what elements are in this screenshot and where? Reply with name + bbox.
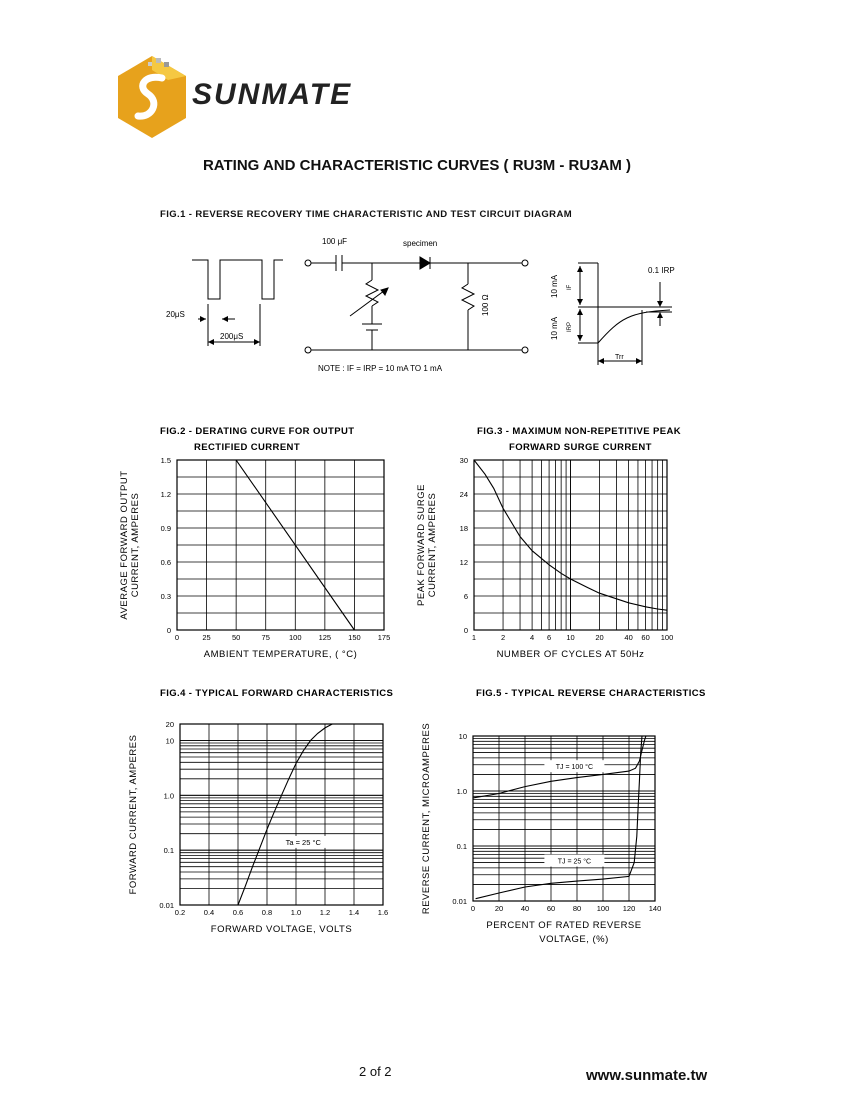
- x-tick-label: 20: [595, 633, 604, 642]
- x-tick-label: 40: [624, 633, 633, 642]
- x-tick-label: 0: [470, 904, 476, 913]
- x-tick-label: 125: [318, 633, 332, 642]
- x-tick-label: 80: [572, 904, 582, 913]
- x-tick-label: 1.4: [348, 908, 360, 917]
- x-tick-label: 0: [174, 633, 180, 642]
- y-tick-label: 0.1: [456, 842, 467, 851]
- y-tick-label: 0.01: [452, 897, 467, 906]
- y-axis-label: FORWARD CURRENT, AMPERES: [128, 734, 139, 895]
- brand-wordmark: SUNMATE: [192, 78, 353, 111]
- series-legend-label: TJ = 25 °C: [557, 858, 592, 866]
- fig1-resistor-label: 100 Ω: [481, 294, 490, 316]
- x-tick-label: 140: [648, 904, 662, 913]
- fig1-circuit-diagram: [150, 228, 690, 388]
- chart-subtitle: RECTIFIED CURRENT: [194, 442, 301, 453]
- x-axis-label: FORWARD VOLTAGE, VOLTS: [210, 924, 353, 935]
- fig1-pulse-width: 20μS: [166, 310, 185, 319]
- fig1-caption: FIG.1 - REVERSE RECOVERY TIME CHARACTERISTIC AND TEST CIRCUIT DIAGRAM: [160, 209, 573, 220]
- x-tick-label: 0.4: [203, 908, 215, 917]
- y-tick-label: 1.2: [160, 490, 171, 499]
- y-tick-label: 0.3: [160, 592, 171, 601]
- fig1-if-value: 10 mA: [550, 274, 559, 298]
- x-tick-label: 0.6: [232, 908, 244, 917]
- plot-frame: [180, 724, 383, 905]
- x-tick-label: 40: [520, 904, 530, 913]
- x-tick-label: 0.2: [174, 908, 186, 917]
- x-tick-label: 50: [231, 633, 241, 642]
- y-axis-label: REVERSE CURRENT, MICROAMPERES: [421, 722, 432, 915]
- x-tick-label: 60: [641, 633, 650, 642]
- x-tick-label: 75: [261, 633, 270, 642]
- chart-title: FIG.3 - MAXIMUM NON-REPETITIVE PEAK: [477, 426, 682, 437]
- brand-logo-mark: [112, 56, 190, 138]
- fig1-irp-fraction: 0.1 IRP: [648, 266, 675, 275]
- x-tick-label: 10: [566, 633, 575, 642]
- chart-annotation: Ta = 25 °C: [285, 837, 321, 847]
- x-tick-label: 120: [622, 904, 636, 913]
- y-tick-label: 0.9: [160, 524, 171, 533]
- fig1-if-symbol: IF: [567, 284, 573, 290]
- y-tick-label: 24: [459, 490, 468, 499]
- y-axis-label-line2: CURRENT, AMPERES: [130, 492, 141, 598]
- fig5-reverse-chart: [421, 684, 725, 964]
- x-tick-label: 60: [546, 904, 556, 913]
- x-tick-label: 100: [289, 633, 302, 642]
- x-tick-label: 1.0: [290, 908, 302, 917]
- x-tick-label: 2: [500, 633, 506, 642]
- x-tick-label: 4: [530, 633, 535, 642]
- y-tick-label: 0: [166, 626, 171, 635]
- chart-title: FIG.4 - TYPICAL FORWARD CHARACTERISTICS: [160, 688, 394, 699]
- y-tick-label: 0.01: [159, 901, 174, 910]
- y-axis-label: PEAK FORWARD SURGE: [416, 484, 427, 606]
- fig1-irp-symbol: IRP: [567, 321, 573, 332]
- y-tick-label: 0.6: [160, 558, 171, 567]
- y-tick-label: 6: [463, 592, 468, 601]
- series-legend-label: TJ = 100 °C: [555, 764, 594, 772]
- fig1-trr-label: Trr: [615, 354, 624, 361]
- y-tick-label: 30: [459, 456, 468, 465]
- website-link[interactable]: www.sunmate.tw: [586, 1067, 708, 1084]
- x-tick-label: 1: [471, 633, 477, 642]
- fig1-note: NOTE : IF = IRP = 10 mA TO 1 mA: [318, 364, 443, 373]
- y-tick-label: 18: [459, 524, 468, 533]
- fig1-cap-label: 100 μF: [322, 237, 348, 246]
- x-tick-label: 1.6: [377, 908, 389, 917]
- x-axis-label: PERCENT OF RATED REVERSE: [486, 920, 642, 931]
- chart-subtitle: FORWARD SURGE CURRENT: [509, 442, 652, 453]
- y-tick-label: 10: [458, 732, 467, 741]
- page-number: 2 of 2: [359, 1064, 392, 1079]
- fig1-irp-value: 10 mA: [550, 316, 559, 340]
- x-tick-label: 1.2: [319, 908, 331, 917]
- y-tick-label: 1.0: [456, 787, 467, 796]
- x-tick-label: 100: [660, 633, 674, 642]
- series-line: [238, 724, 332, 905]
- fig2-derating-chart: [110, 420, 430, 670]
- y-tick-label: 12: [459, 558, 468, 567]
- x-tick-label: 175: [377, 633, 391, 642]
- fig1-pulse-period: 200μS: [220, 332, 244, 341]
- y-tick-label: 1.0: [163, 791, 174, 801]
- fig1-specimen-label: specimen: [403, 239, 438, 248]
- y-tick-label: 20: [165, 720, 174, 729]
- fig3-surge-chart: [412, 420, 732, 670]
- x-tick-label: 150: [348, 633, 361, 642]
- x-axis-label: AMBIENT TEMPERATURE, ( °C): [203, 649, 358, 660]
- x-tick-label: 25: [202, 633, 211, 642]
- x-tick-label: 20: [494, 904, 504, 913]
- y-tick-label: 1.5: [160, 456, 171, 465]
- y-tick-label: 0: [463, 626, 468, 635]
- x-axis-label-line2: VOLTAGE, (%): [539, 934, 609, 945]
- chart-title: FIG.2 - DERATING CURVE FOR OUTPUT: [160, 426, 355, 437]
- x-tick-label: 6: [547, 633, 552, 642]
- page-title: RATING AND CHARACTERISTIC CURVES ( RU3M - RU3AM ): [202, 157, 632, 174]
- chart-title: FIG.5 - TYPICAL REVERSE CHARACTERISTICS: [476, 688, 706, 699]
- y-axis-label-line2: CURRENT, AMPERES: [427, 492, 438, 598]
- y-tick-label: 10: [165, 736, 174, 746]
- pulse-train: [192, 260, 283, 299]
- y-tick-label: 0.1: [163, 846, 174, 856]
- fig4-forward-chart: [125, 684, 425, 944]
- x-axis-label: NUMBER OF CYCLES AT 50Hz: [496, 649, 645, 660]
- x-tick-label: 0.8: [261, 908, 273, 917]
- y-axis-label: AVERAGE FORWARD OUTPUT: [119, 470, 130, 620]
- x-tick-label: 100: [596, 904, 610, 913]
